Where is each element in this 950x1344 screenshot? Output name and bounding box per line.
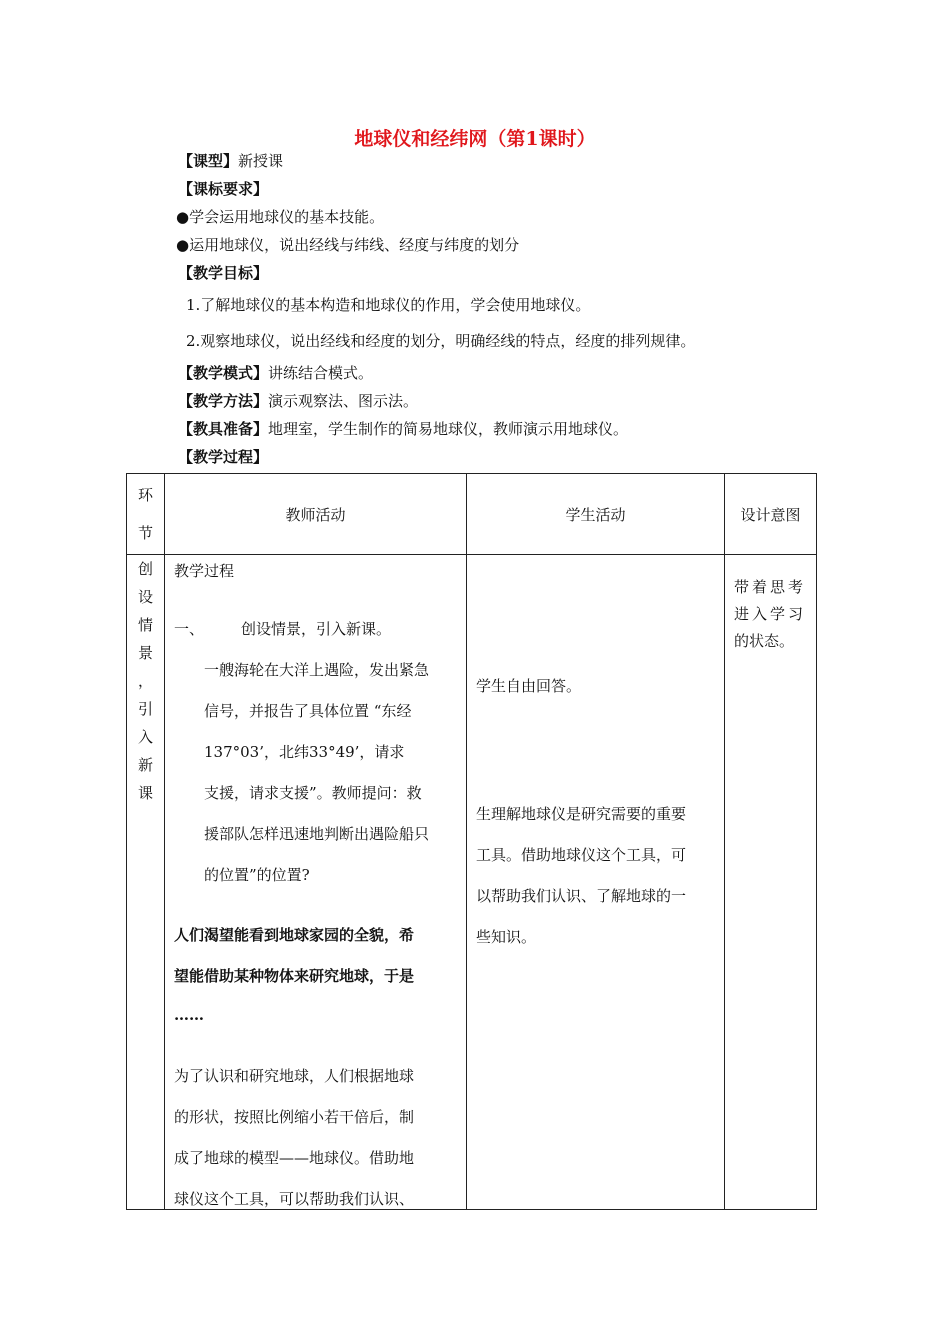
standards-label: 【课标要求】 — [178, 180, 269, 198]
goal-item: 1.了解地球仪的基本构造和地球仪的作用，学会使用地球仪。 — [186, 296, 591, 314]
design-line: 带着思考 — [734, 578, 807, 596]
teaching-tools — [178, 418, 628, 439]
explain-line: 成了地球的模型——地球仪。借助地 — [174, 1149, 415, 1167]
scenario-line: 信号，并报告了具体位置 “东经 — [204, 702, 412, 720]
stage-char: 创 — [137, 560, 153, 578]
scenario-line: 的位置”的位置? — [204, 866, 310, 884]
student-line: 生理解地球仪是研究需要的重要 — [476, 805, 687, 823]
header-stage-char: 环 — [137, 486, 153, 504]
stage-char: 景 — [137, 644, 153, 662]
mode-value: 讲练结合模式。 — [268, 364, 374, 382]
header-stage-char: 节 — [137, 524, 153, 542]
header-student: 学生活动 — [467, 474, 725, 555]
section-number: 一、 — [174, 620, 205, 638]
explain-line: 的形状，按照比例缩小若干倍后，制 — [174, 1108, 415, 1126]
stage-char: 入 — [137, 728, 153, 746]
scenario-line: 一艘海轮在大洋上遇险，发出紧急 — [204, 661, 430, 679]
stage-char: 情 — [137, 616, 153, 634]
header-stage — [127, 474, 165, 555]
section-title: 创设情景，引入新课。 — [241, 620, 392, 638]
teacher-activity-cell — [165, 555, 467, 1210]
design-intent-cell — [725, 555, 817, 1210]
teacher-intro: 教学过程 — [174, 562, 235, 580]
stage-cell — [127, 555, 165, 1210]
lesson-type-value: 新授课 — [238, 152, 284, 170]
method-label: 【教学方法】 — [178, 392, 269, 410]
lesson-type — [178, 150, 283, 171]
header-teacher: 教师活动 — [165, 474, 467, 555]
stage-char: ， — [137, 672, 153, 690]
stage-char: 课 — [137, 784, 153, 802]
student-line: 些知识。 — [476, 928, 537, 946]
lesson-type-label: 【课型】 — [178, 152, 239, 170]
stage-char: 新 — [137, 756, 153, 774]
student-line: 以帮助我们认识、了解地球的一 — [476, 887, 687, 905]
table-row — [127, 555, 817, 1210]
process-label: 【教学过程】 — [178, 448, 269, 466]
bold-line: 望能借助某种物体来研究地球，于是 — [174, 967, 415, 985]
scenario-line: 137°03’，北纬33°49’，请求 — [204, 743, 405, 761]
bold-line: 人们渴望能看到地球家园的全貌，希 — [174, 926, 415, 944]
design-line: 进入学习 — [734, 605, 807, 623]
tools-label: 【教具准备】 — [178, 420, 269, 438]
teaching-mode — [178, 362, 373, 383]
student-activity-cell — [467, 555, 725, 1210]
explain-line: 为了认识和研究地球，人们根据地球 — [174, 1067, 415, 1085]
explain-line: 球仪这个工具，可以帮助我们认识、 — [174, 1190, 415, 1208]
standard-item: ●运用地球仪，说出经线与纬线、经度与纬度的划分 — [176, 236, 520, 254]
stage-char: 引 — [137, 700, 153, 718]
mode-label: 【教学模式】 — [178, 364, 269, 382]
method-value: 演示观察法、图示法。 — [268, 392, 419, 410]
header-design: 设计意图 — [725, 474, 817, 555]
goal-item: 2.观察地球仪，说出经线和经度的划分，明确经线的特点，经度的排列规律。 — [186, 332, 696, 350]
design-line: 的状态。 — [734, 632, 795, 650]
scenario-line: 支援，请求支援”。教师提问：救 — [204, 784, 422, 802]
stage-char: 设 — [137, 588, 153, 606]
page-title: 地球仪和经纬网（第1课时） — [354, 128, 596, 150]
standard-item: ●学会运用地球仪的基本技能。 — [176, 208, 385, 226]
scenario-line: 援部队怎样迅速地判断出遇险船只 — [204, 825, 430, 843]
bold-line: …… — [174, 1006, 204, 1024]
student-line: 工具。借助地球仪这个工具，可 — [476, 846, 687, 864]
table-header-row — [127, 474, 817, 555]
teaching-method — [178, 390, 418, 411]
process-table — [126, 473, 817, 1210]
tools-value: 地理室，学生制作的简易地球仪，教师演示用地球仪。 — [268, 420, 629, 438]
student-answer: 学生自由回答。 — [476, 677, 582, 695]
goals-label: 【教学目标】 — [178, 264, 269, 282]
